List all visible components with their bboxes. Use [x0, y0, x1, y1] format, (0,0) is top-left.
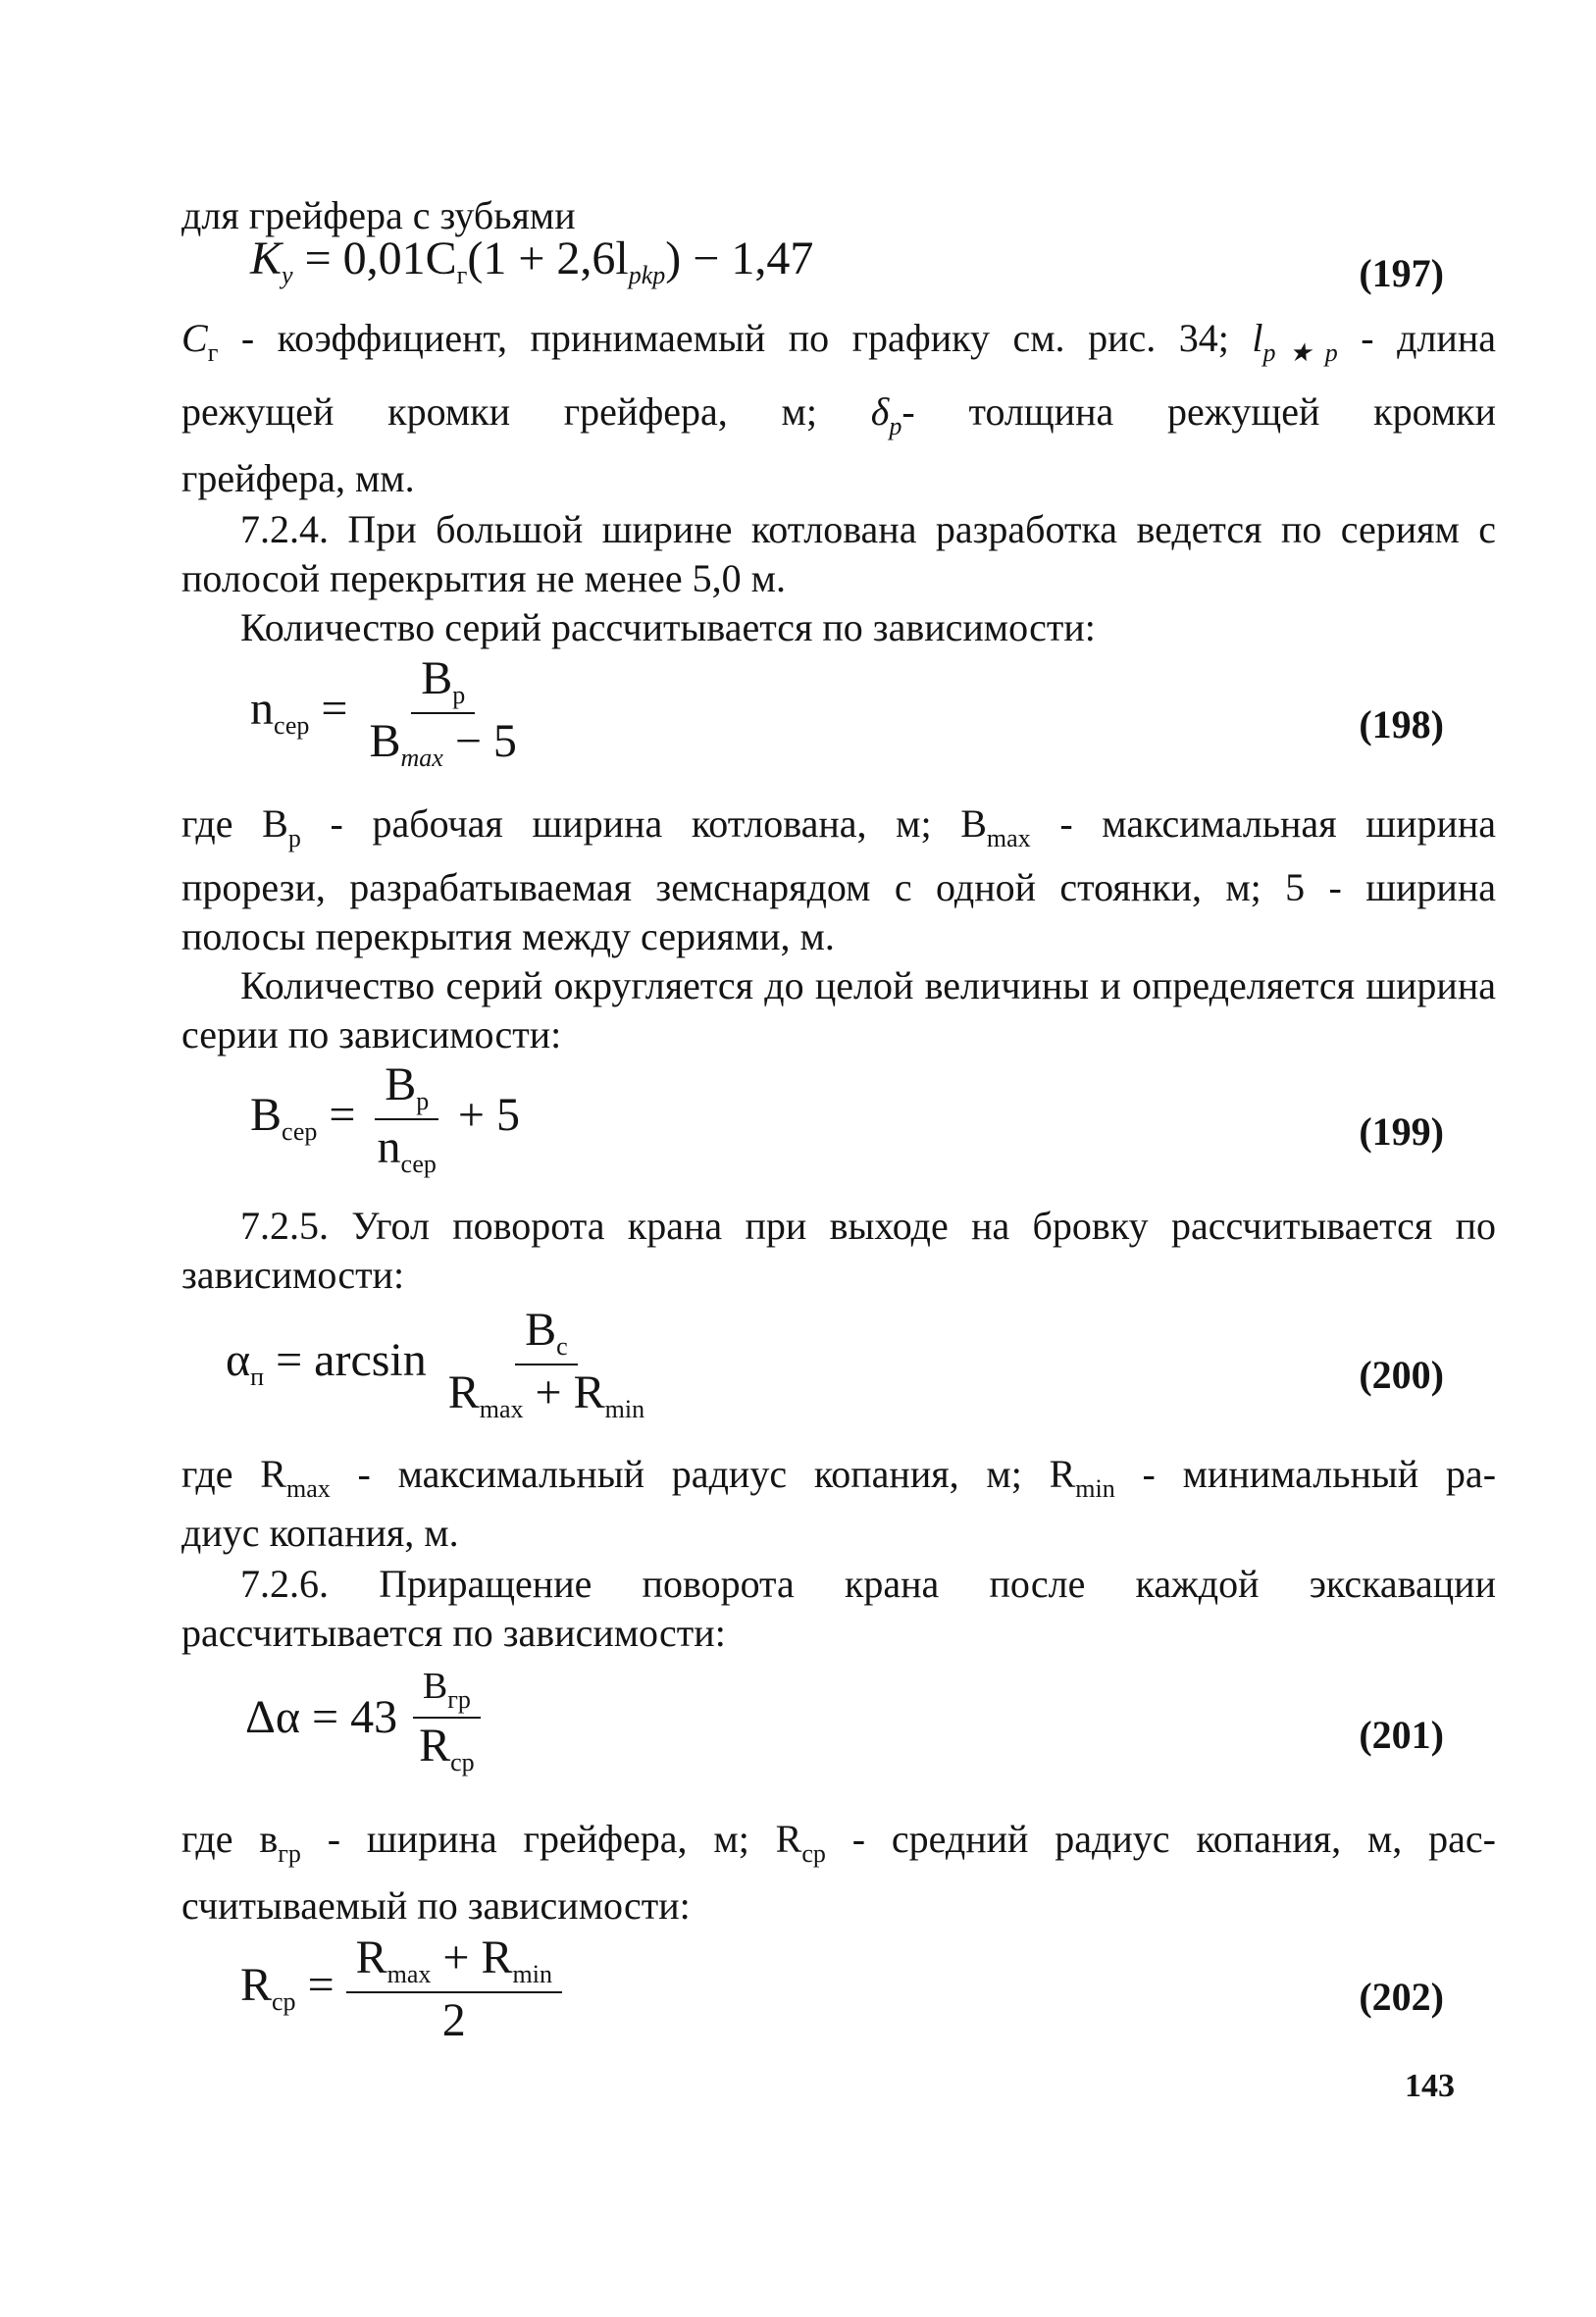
paragraph-201-definitions-rest: считываемый по зависимости: [181, 1883, 691, 1928]
paragraph-200-definitions-rest: диус копания, м. [181, 1511, 459, 1555]
equation-199: $B_{сер}$ = $\frac{B_p}{n_{сер}}$ + 5 [250, 1058, 520, 1178]
paragraph-definitions-line1: $C_г$ - коэффициент, принимаемый по графику см. рис. 34; $l_{p★p}$ - длина [181, 316, 1497, 367]
paragraph-series-count: Количество серий рассчитывается по зависимости: [240, 605, 1096, 649]
paragraph-7-2-6: 7.2.6. Приращение поворота крана после каждой экскавации рассчитывается по зависимости: [181, 1562, 1496, 1655]
equation-number-202: (202) [1359, 1975, 1444, 2019]
equation-197: $K_y = 0,01C_г(1 + 2,6l_{pkp}) - 1,47$ [250, 232, 814, 289]
intro-text: для грейфера с зубьями [181, 193, 576, 237]
paragraph-200-definitions-line1: где $R_{max}$ - максимальный радиус копания, м; $R_{min}$ - минимальный ра- [181, 1452, 1497, 1503]
equation-number-201: (201) [1359, 1713, 1444, 1757]
equation-202: $R_{ср}$ = $\frac{R_{max} + R_{min}}{2}$ [240, 1934, 562, 2044]
equation-201: Δα = 43 $\frac{B_{гр}}{R_{ср}}$ [245, 1668, 485, 1776]
paragraph-198-definitions-line1: где $B_p$ - рабочая ширина котлована, м; $B_{max}$ - максимальная ширина [181, 801, 1497, 852]
paragraph-definitions-line2: режущей кромки грейфера, м; $\delta_p-$ толщина режущей кромки [181, 389, 1497, 440]
equation-198: $n_{сер}$ = $\frac{B_p}{B_{max} - 5}$ [250, 655, 527, 771]
paragraph-series-width: Количество серий округляется до целой величины и определяется ширина серии по зависимости: [181, 963, 1496, 1056]
page-number: 143 [1405, 2068, 1455, 2104]
fraction-198: $\frac{B_p}{B_{max} - 5}$ [369, 652, 517, 772]
equation-number-199: (199) [1359, 1109, 1444, 1154]
equation-number-197: (197) [1359, 251, 1444, 295]
paragraph-definitions-line3: грейфера, мм. [181, 456, 415, 500]
equation-number-198: (198) [1359, 702, 1444, 747]
paragraph-7-2-4: 7.2.4. При большой ширине котлована разработка ведется по сериям с полосой перекрытия не менее 5,0 м. [181, 507, 1496, 600]
fraction-202: $\frac{R_{max} + R_{min}}{2}$ [346, 1934, 562, 2044]
paragraph-198-definitions-rest: прорези, разрабатываемая земснарядом с одной стоянки, м; 5 - ширина полосы перекрытия между сериями, м. [181, 865, 1496, 958]
equation-200: $\alpha_п = \arcsin$ $\frac{B_c}{R_{max} + R_{min}}$ [226, 1307, 654, 1422]
equation-number-200: (200) [1359, 1353, 1444, 1397]
paragraph-201-definitions-line1: где $в_{гр}$ - ширина грейфера, м; $R_{ср}$ - средний радиус копания, м, рас- [181, 1817, 1496, 1868]
fraction-199: $\frac{B_p}{n_{сер}}$ [368, 1061, 446, 1177]
fraction-200: $\frac{B_c}{R_{max} + R_{min}}$ [447, 1304, 645, 1423]
paragraph-7-2-5: 7.2.5. Угол поворота крана при выходе на бровку рассчитывается по зависимости: [181, 1204, 1496, 1297]
fraction-201: $\frac{B_{гр}}{R_{ср}}$ [409, 1668, 485, 1776]
